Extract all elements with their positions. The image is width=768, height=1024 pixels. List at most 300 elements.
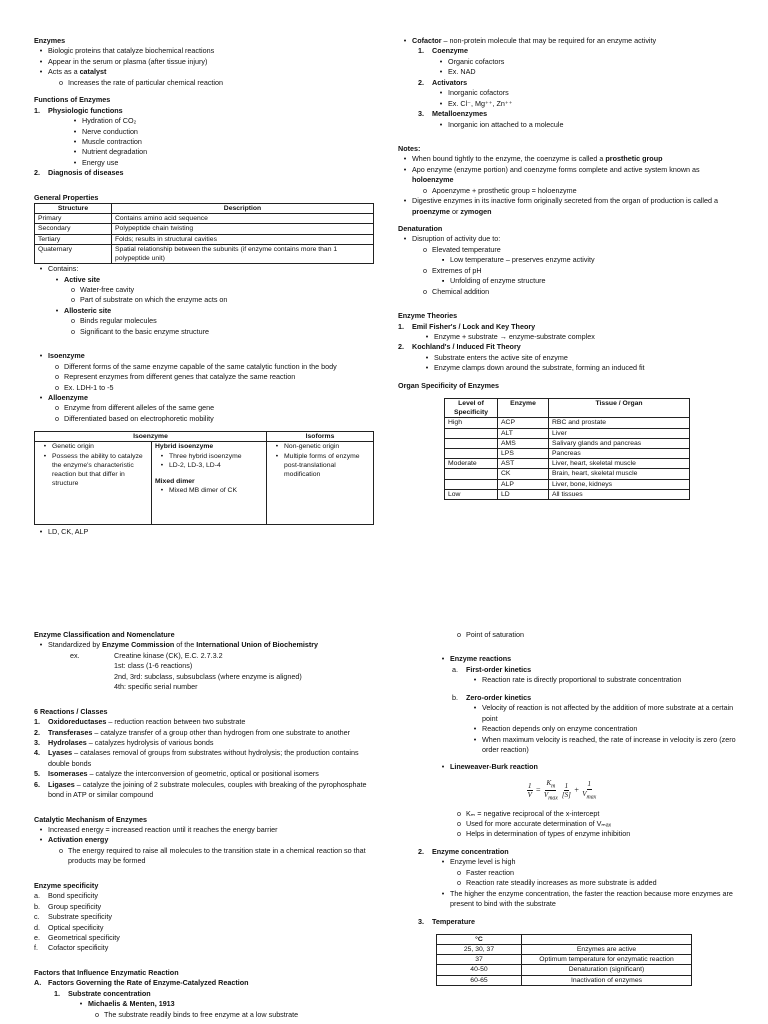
text-fragment [445, 448, 690, 458]
text-line: 1st: class (1-6 reactions) [114, 661, 193, 671]
text-fragment [38, 452, 148, 489]
text-fragment [50, 383, 374, 393]
text-line: Coenzyme [432, 46, 468, 56]
text-fragment [398, 186, 736, 196]
text-fragment [418, 46, 736, 56]
text-line: Physiologic functions [48, 105, 123, 115]
text-fragment [34, 846, 374, 867]
text-line: Genetic origin [52, 443, 94, 451]
text-line: Contains amino acid sequence [112, 214, 374, 224]
text-line: Alloenzyme [48, 392, 88, 402]
text-line: Isoenzyme [35, 432, 267, 442]
text-fragment: • [39, 67, 43, 77]
text-line: Kₘ = negative reciprocal of the x-intercept [466, 808, 600, 818]
text-fragment: V [527, 791, 532, 800]
text-fragment [155, 486, 263, 495]
text-fragment [34, 943, 374, 953]
text-fragment: • [275, 443, 279, 451]
text-fragment [437, 934, 692, 944]
text-line: ACP [498, 418, 549, 428]
text-line: Elevated temperature [432, 244, 501, 254]
text-fragment [398, 217, 736, 224]
text-line: 40-50 [437, 965, 522, 975]
text-fragment [434, 67, 736, 77]
text-line: Reaction rate steadily increases as more substrate is added [466, 878, 657, 888]
text-line [445, 428, 498, 438]
text-line: holoenzyme [412, 175, 454, 185]
text-line: or [449, 206, 461, 216]
text-fragment [398, 130, 736, 144]
text-fragment [398, 840, 736, 847]
text-line: ex. [70, 650, 80, 660]
text-line: Bond specificity [48, 891, 98, 901]
text-line: Different forms of the same enzyme capable of the same catalytic function in the body [64, 361, 337, 371]
left-column-bottom [34, 630, 374, 1020]
text-line: – catalases removal of groups from substrates without hydrolysis; the production contains double bonds [48, 748, 359, 768]
text-fragment [66, 295, 374, 305]
text-line: LD [498, 489, 549, 499]
text-line: Activation energy [48, 835, 109, 845]
text-line: Apo enzyme (enzyme portion) and coenzyme forms complete and active system known as [412, 164, 700, 174]
text-fragment [48, 738, 213, 748]
text-line: Ligases [48, 779, 75, 789]
text-line: 37 [437, 955, 522, 965]
text-fragment [34, 835, 374, 845]
text-fragment: o [59, 77, 63, 87]
text-line: AMS [498, 438, 549, 448]
text-fragment: ▪ [441, 276, 445, 286]
text-fragment [437, 945, 692, 955]
text-fragment: • [403, 154, 407, 164]
text-fragment [418, 78, 736, 88]
text-fragment [398, 755, 736, 762]
text-fragment: 3. [418, 916, 424, 926]
text-fragment: • [473, 703, 477, 713]
text-fragment [50, 403, 374, 413]
text-fragment [50, 316, 374, 337]
text-fragment [35, 204, 374, 214]
text-fragment [562, 782, 571, 800]
text-fragment [34, 362, 374, 393]
text-fragment [398, 391, 736, 398]
text-line: Multiple forms of enzyme post-translational modification [284, 452, 360, 478]
text-line: Optical specificity [48, 922, 104, 932]
text-line: Isoenzyme [48, 351, 85, 361]
text-fragment: o [55, 372, 59, 382]
text-fragment: 2. [34, 727, 40, 737]
text-fragment [34, 738, 374, 748]
text-line: Enzyme + substrate → enzyme-substrate complex [434, 331, 595, 341]
text-fragment: 3. [418, 109, 424, 119]
text-line: Enzyme level is high [450, 857, 516, 867]
text-line: Cofactor [412, 36, 442, 45]
text-fragment [398, 665, 736, 675]
text-line: Michaelis & Menten, 1913 [88, 999, 175, 1009]
text-fragment: max [586, 794, 597, 801]
text-fragment: • [425, 363, 429, 373]
text-line: Differentiated based on electrophoretic mobility [64, 413, 214, 423]
text-line: Significant to the basic enzyme structure [80, 326, 210, 336]
text-fragment [527, 782, 533, 800]
text-fragment [468, 703, 736, 724]
text-fragment [398, 847, 736, 857]
text-line: Enzyme concentration [432, 846, 509, 856]
text-fragment [452, 878, 736, 888]
functions-heading: Functions of Enzymes [34, 95, 111, 105]
text-fragment: • [39, 392, 43, 402]
text-line: Contains: [48, 264, 79, 274]
text-fragment: • [473, 734, 477, 744]
text-line: Unfolding of enzyme structure [450, 276, 546, 286]
text-line: d. [34, 922, 40, 932]
text-fragment: 3. [34, 737, 40, 747]
text-line: Hydration of CO₂ [82, 116, 137, 126]
text-fragment [437, 965, 692, 975]
text-fragment [445, 469, 690, 479]
text-line: Ex. Cl⁻, Mg⁺⁺, Zn⁺⁺ [448, 98, 513, 108]
text-fragment [34, 337, 374, 351]
text-fragment [398, 654, 736, 664]
text-line: Reaction depends only on enzyme concentration [482, 724, 638, 734]
list-item [50, 306, 374, 316]
organ-specificity-heading: Organ Specificity of Enzymes [398, 380, 500, 390]
text-fragment [398, 686, 736, 693]
text-fragment [34, 1010, 374, 1020]
text-line: When bound tightly to the enzyme, the coenzyme is called a [412, 154, 606, 164]
text-fragment: a. [452, 664, 458, 674]
text-fragment: o [423, 286, 427, 296]
text-line: Ex. NAD [448, 67, 476, 77]
text-fragment: • [275, 452, 279, 460]
text-line: Moderate [445, 459, 498, 469]
text-fragment: • [439, 56, 443, 66]
catalytic-heading: Catalytic Mechanism of Enzymes [34, 814, 148, 824]
text-fragment: • [160, 461, 164, 469]
text-fragment [34, 717, 374, 727]
text-fragment: • [439, 98, 443, 108]
text-fragment: o [457, 819, 461, 828]
text-fragment [34, 825, 374, 835]
text-fragment: o [55, 403, 59, 413]
text-line: Apoenzyme + prosthetic group = holoenzyme [432, 185, 577, 195]
text-fragment [34, 651, 374, 661]
text-fragment [445, 459, 690, 469]
text-fragment [468, 735, 736, 756]
text-fragment [437, 955, 692, 965]
text-fragment [398, 703, 736, 755]
text-line: Part of substrate on which the enzyme acts on [80, 295, 228, 305]
text-fragment: 2. [398, 342, 404, 352]
text-fragment [420, 332, 736, 342]
text-fragment: • [425, 352, 429, 362]
text-fragment: • [403, 164, 407, 174]
text-line: Ex. LDH-1 to -5 [64, 382, 114, 392]
text-line: Possess the ability to catalyze the enzyme's characteristic reaction but that differ in structure [52, 452, 143, 488]
text-line: Optimum temperature for enzymatic reaction [522, 955, 692, 965]
text-fragment: • [39, 825, 43, 834]
text-line: Factors Governing the Rate of Enzyme-Catalyzed Reaction [48, 978, 249, 988]
text-fragment [398, 640, 736, 654]
text-line: CK [498, 469, 549, 479]
organ-table [444, 398, 690, 500]
text-line: AST [498, 459, 549, 469]
text-fragment: • [160, 487, 164, 495]
text-line: Creatine kinase (CK), E.C. 2.7.3.2 [114, 650, 223, 660]
text-fragment [35, 432, 374, 525]
isoenzyme-table [34, 431, 374, 525]
text-line: Geometrical specificity [48, 932, 120, 942]
text-line: Disruption of activity due to: [412, 234, 501, 244]
text-fragment: o [423, 244, 427, 254]
text-line: Denaturation (significant) [522, 965, 692, 975]
text-fragment [418, 57, 736, 78]
text-line: Quaternary [35, 244, 112, 263]
text-line: RBC and prostate [549, 418, 690, 428]
text-fragment: o [55, 382, 59, 392]
text-fragment [35, 234, 374, 244]
text-line: Metalloenzymes [432, 109, 488, 119]
text-line: Kochland's / Induced Fit Theory [412, 342, 521, 352]
text-fragment [35, 224, 374, 234]
text-fragment [34, 88, 374, 95]
text-fragment: • [439, 119, 443, 129]
text-line: Group specificity [48, 901, 102, 911]
text-line: °C [437, 934, 522, 944]
text-line: Hybrid isoenzyme [155, 443, 214, 451]
text-fragment [34, 780, 374, 801]
text-fragment: 1 [587, 780, 592, 789]
right-column-bottom [398, 630, 736, 986]
text-fragment [412, 196, 736, 217]
text-line [445, 438, 498, 448]
text-line: – catalyzes hydrolysis of various bonds [86, 737, 214, 747]
text-fragment: o [71, 326, 75, 336]
physiologic-list [34, 116, 374, 168]
text-line: Extremes of pH [432, 265, 482, 275]
text-fragment [34, 867, 374, 881]
list-item [34, 78, 374, 88]
text-line: Low temperature – preserves enzyme activity [450, 255, 595, 265]
text-fragment [35, 204, 374, 264]
text-line: 60-65 [437, 975, 522, 985]
text-line: Substrate concentration [68, 988, 151, 998]
denaturation-heading: Denaturation [398, 224, 443, 233]
text-fragment [398, 675, 736, 685]
text-line: LPS [498, 448, 549, 458]
text-fragment: • [73, 126, 77, 136]
text-line: Point of saturation [466, 630, 524, 639]
text-line: International Union of Biochemistry [196, 640, 319, 650]
text-fragment [68, 137, 374, 147]
text-fragment [34, 801, 374, 815]
text-line: Brain, heart, skeletal muscle [549, 469, 690, 479]
text-line [445, 479, 498, 489]
text-fragment [34, 999, 374, 1009]
text-fragment [398, 342, 736, 352]
text-line: Enzymes are active [522, 945, 692, 955]
text-fragment: • [441, 857, 445, 867]
text-fragment: • [403, 36, 407, 45]
text-fragment [544, 779, 558, 803]
text-fragment: • [160, 452, 164, 460]
text-fragment [398, 322, 736, 332]
text-fragment: • [73, 116, 77, 126]
text-fragment: 2. [418, 77, 424, 87]
text-fragment [270, 442, 370, 451]
text-line: Liver, heart, skeletal muscle [549, 459, 690, 469]
text-fragment: • [43, 452, 47, 460]
text-line [522, 934, 692, 944]
text-line: Inorganic ion attached to a molecule [448, 119, 564, 129]
text-line: – reduction reaction between two substrate [106, 717, 246, 727]
text-line: Inorganic cofactors [448, 88, 509, 98]
text-fragment [436, 857, 736, 867]
text-line: When maximum velocity is reached, the rate of increase in velocity is zero (zero order reaction) [482, 734, 736, 754]
list-item [398, 165, 736, 186]
text-line: e. [34, 932, 40, 942]
text-fragment: • [439, 67, 443, 77]
text-fragment [582, 780, 596, 801]
text-fragment [398, 332, 736, 342]
text-fragment [48, 640, 318, 650]
text-fragment [155, 470, 263, 477]
text-fragment [34, 954, 374, 968]
text-fragment: o [457, 829, 461, 839]
text-fragment [398, 353, 736, 374]
text-fragment: o [457, 878, 461, 888]
text-line: Represent enzymes from different genes that catalyze the same reaction [64, 372, 296, 382]
text-fragment [50, 372, 374, 382]
text-fragment [50, 285, 374, 306]
text-fragment [445, 399, 690, 418]
text-line: Cofactor specificity [48, 943, 109, 953]
lineweaver-burk-formula: $\frac{1}{V}$ = $\frac{K_m}{V_{max}}$ $\frac{1}{[S]}$ + $\frac{1}{V_{max}}$ [527, 778, 597, 802]
text-line: Reaction rate is directly proportional to substrate concentration [482, 675, 682, 685]
text-fragment: • [425, 331, 429, 341]
text-line: Chemical addition [432, 286, 490, 296]
text-fragment: 6. [34, 779, 40, 789]
text-line: Low [445, 489, 498, 499]
text-fragment [270, 452, 370, 480]
text-line: Level of Specificity [445, 399, 498, 418]
text-fragment [66, 316, 374, 326]
text-fragment: $V_{max}$ [582, 789, 597, 801]
text-fragment [445, 438, 690, 448]
list-item [34, 264, 374, 274]
text-fragment [452, 829, 736, 839]
theories-heading: Enzyme Theories [398, 311, 458, 321]
text-fragment: o [71, 285, 75, 295]
text-fragment [418, 255, 736, 265]
text-line: Liver, bone, kidneys [549, 479, 690, 489]
text-fragment: o [423, 265, 427, 275]
text-line: Lineweaver-Burk reaction [450, 762, 538, 772]
text-line: Substrate specificity [48, 912, 112, 922]
list-item [34, 351, 374, 361]
text-line: Faster reaction [466, 867, 514, 877]
text-line: Isomerases [48, 769, 88, 779]
text-fragment [34, 891, 374, 901]
text-fragment [34, 923, 374, 933]
text-fragment: 4. [34, 748, 40, 758]
text-fragment: o [95, 1009, 99, 1019]
text-fragment [155, 461, 263, 470]
text-line: Tertiary [35, 234, 112, 244]
text-fragment [34, 693, 374, 707]
text-line: Active site [64, 274, 100, 284]
text-fragment [398, 762, 736, 772]
text-fragment [34, 933, 374, 943]
text-fragment: • [39, 527, 43, 537]
text-line: Description [112, 204, 374, 214]
text-fragment [398, 297, 736, 311]
text-fragment [34, 769, 374, 779]
text-fragment: 1. [398, 321, 404, 331]
left-column-top [34, 36, 374, 538]
text-fragment: ▪ [441, 255, 445, 265]
text-fragment [35, 432, 374, 442]
text-line: Mixed dimer [155, 477, 195, 485]
text-line: – catalyze transfer of a group other than hydrogen from one substrate to another [92, 727, 351, 737]
text-fragment: A. [34, 978, 42, 988]
text-line: Increased energy = increased reaction until it reaches the energy barrier [48, 825, 278, 834]
text-line: Mixed MB dimer of CK [169, 487, 237, 495]
text-fragment [412, 165, 736, 186]
text-fragment [50, 362, 374, 372]
text-line: Temperature [432, 916, 476, 926]
text-fragment [267, 442, 374, 525]
text-line [445, 448, 498, 458]
text-fragment: • [73, 157, 77, 167]
text-fragment [34, 912, 374, 922]
text-line: Folds; results in structural cavities [112, 234, 374, 244]
text-fragment [418, 120, 736, 130]
text-fragment: 5. [34, 769, 40, 779]
text-fragment: • [39, 56, 43, 66]
text-line: Appear in the serum or plasma (after tissue injury) [48, 56, 208, 66]
text-line: Polypeptide chain twisting [112, 224, 374, 234]
text-fragment: max [548, 795, 558, 802]
text-fragment [35, 442, 374, 525]
text-fragment: • [55, 305, 59, 315]
text-line: LD, CK, ALP [48, 527, 89, 537]
text-fragment: • [403, 234, 407, 244]
text-line: Helps in determination of types of enzyme inhibition [466, 829, 631, 839]
text-fragment [48, 717, 245, 727]
text-line: f. [34, 943, 38, 953]
text-line: Salivary glands and pancreas [549, 438, 690, 448]
text-fragment: 2. [418, 846, 424, 856]
text-fragment [418, 276, 736, 286]
text-line: Enzyme clamps down around the substrate, forming an induced fit [434, 363, 645, 373]
text-line: Hydrolases [48, 737, 87, 747]
text-line: Digestive enzymes in its inactive form originally secreted from the organ of production is called a [412, 196, 719, 206]
text-line: Nutrient degradation [82, 147, 148, 157]
text-fragment [68, 116, 374, 126]
text-fragment [50, 414, 374, 424]
text-fragment: o [71, 316, 75, 326]
text-fragment: 1 [528, 781, 532, 790]
text-line: ALT [498, 428, 549, 438]
text-fragment [418, 266, 736, 276]
list-item [34, 57, 374, 67]
text-fragment [398, 630, 736, 640]
text-fragment: o [457, 867, 461, 877]
text-line: – catalyze the joining of 2 substrate molecules, couples with breaking of the pyrophosphate bond in ATP or similar compound [48, 779, 367, 800]
text-fragment [152, 442, 267, 525]
structure-table [34, 203, 374, 264]
text-line: Primary [35, 214, 112, 224]
